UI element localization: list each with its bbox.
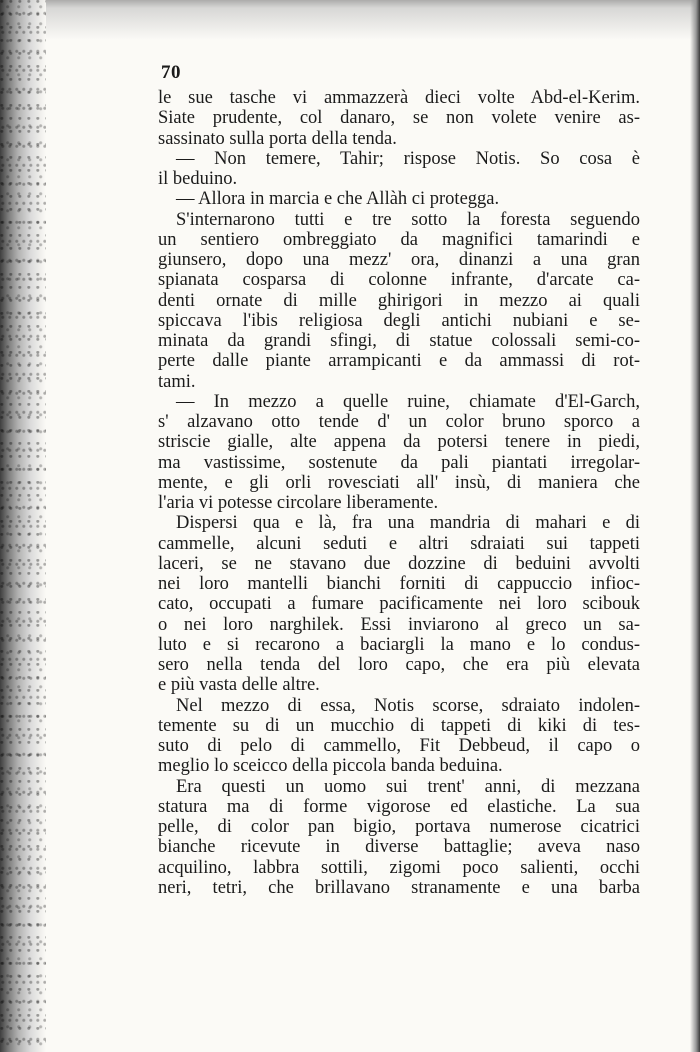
text-line: suto di pelo di cammello, Fit Debbeud, il capo o [158,736,640,756]
text-line: sassinato sulla porta della tenda. [158,128,397,149]
text-line: cato, occupati a fumare pacificamente nei loro scibouk [158,594,640,615]
text-line: le sue tasche vi ammazzerà dieci volte Abd-el-Kerim. [158,88,640,108]
text-line: s' alzavano otto tende d' un color bruno sporco a [158,412,640,432]
text-line: pelle, di color pan bigio, portava numerose cicatrici [158,817,640,837]
text-line: spiccava l'ibis religiosa degli antichi nubiani e se- [158,310,640,331]
text-line: sero nella tenda del loro capo, che era più elevata [158,655,640,675]
text-line: Nel mezzo di essa, Notis scorse, sdraiato indolen- [176,695,640,716]
spine-scan-noise [0,0,46,1052]
page-number: 70 [161,62,181,83]
text-line: il beduino. [158,169,238,189]
page-right-edge-shadow [690,0,700,1052]
text-line: laceri, se ne stavano due dozzine di beduini avvolti [158,553,640,574]
text-line: acquilino, labbra sottili, zigomi poco salienti, occhi [158,857,640,878]
text-line: S'internarono tutti e tre sotto la foresta seguendo [176,209,640,230]
text-line: e più vasta delle altre. [158,675,320,696]
text-line: bianche ricevute in diverse battaglie; aveva naso [158,837,640,858]
text-line: Era questi un uomo sui trent' anni, di mezzana [176,776,640,797]
text-line: Siate prudente, col danaro, se non volete venire as- [158,108,640,129]
text-line: — Non temere, Tahir; rispose Notis. So cosa è [176,148,640,169]
text-line: striscie gialle, alte appena da potersi tenere in piedi, [158,432,640,453]
text-line: tami. [158,371,196,392]
text-line: o nei loro narghilek. Essi inviarono al greco un sa- [158,614,640,635]
text-line: statura ma di forme vigorose ed elastiche. La sua [158,796,640,817]
text-line: — Allora in marcia e che Allàh ci protegga. [176,189,500,210]
text-line: giunsero, dopo una mezz' ora, dinanzi a una gran [158,250,640,270]
text-line: luto e si recarono a baciargli la mano e lo condus- [158,634,640,655]
text-line: denti ornate di mille ghirigori in mezzo ai quali [158,290,640,311]
text-line: perte dalle piante arrampicanti e da ammassi di rot- [158,351,640,372]
text-line: temente su di un mucchio di tappeti di kiki di tes- [158,715,640,736]
text-line: spianata cosparsa di colonne infrante, d'arcate ca- [158,270,640,291]
page-top-edge-shadow [0,0,700,40]
text-line: Dispersi qua e là, fra una mandria di mahari e di [176,513,640,534]
text-line: un sentiero ombreggiato da magnifici tamarindi e [158,229,640,250]
text-line: — In mezzo a quelle ruine, chiamate d'El-Garch, [176,391,640,412]
text-line: mente, e gli orli rovesciati all' insù, di maniera che [158,472,640,493]
text-line: l'aria vi potesse circolare liberamente. [158,493,439,513]
text-line: meglio lo sceicco della piccola banda beduina. [158,756,503,777]
text-line: cammelle, alcuni seduti e altri sdraiati sui tappeti [158,533,640,554]
text-line: neri, tetri, che brillavano stranamente e una barba [158,877,640,898]
body-text [158,88,640,898]
text-line: minata da grandi sfingi, di statue colossali semi-co- [158,331,640,351]
text-line: ma vastissime, sostenute da pali piantati irregolar- [158,452,640,473]
text-line: nei loro mantelli bianchi forniti di cappuccio infioc- [158,574,640,594]
